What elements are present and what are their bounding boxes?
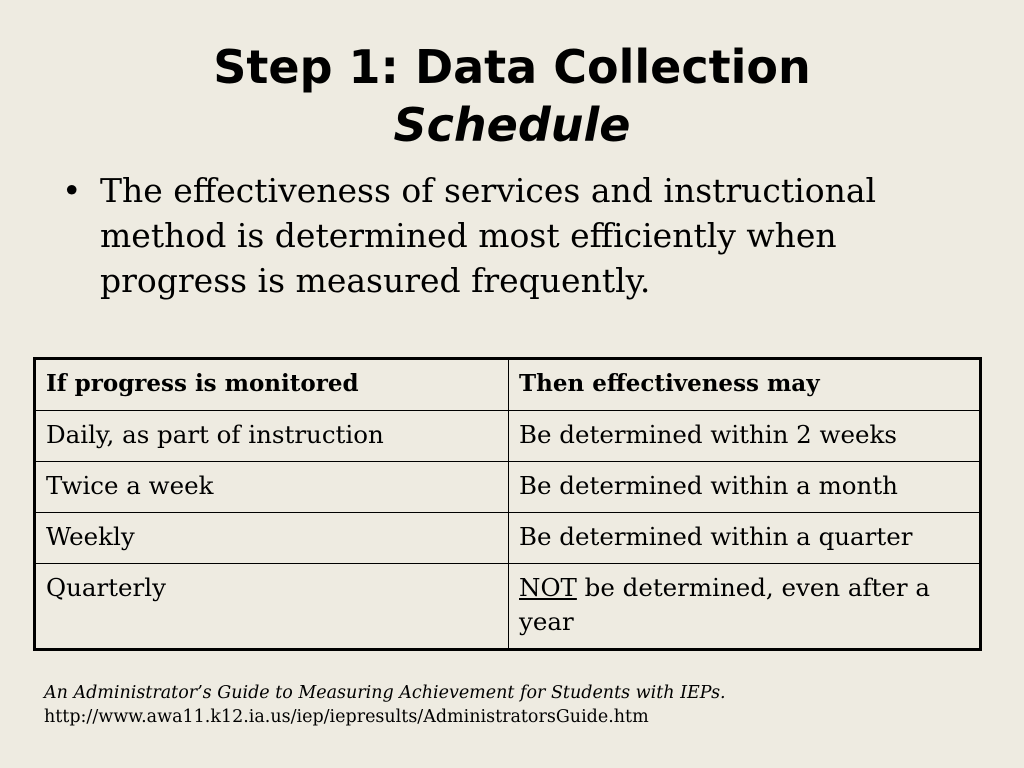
table-cell: Be determined within a month: [509, 462, 981, 513]
table-row: [35, 411, 981, 462]
table-row: [35, 564, 981, 650]
emphasis-not: NOT: [519, 573, 577, 602]
table-cell: Weekly: [35, 513, 509, 564]
source-citation: An Administrator’s Guide to Measuring Achievement for Students with IEPs.: [44, 683, 726, 703]
source-url: http://www.awa11.k12.ia.us/iep/iepresults/AdministratorsGuide.htm: [44, 707, 649, 727]
table-cell: [509, 564, 981, 650]
table-cell: Twice a week: [35, 462, 509, 513]
cell-text: be determined, even after a year: [519, 573, 931, 636]
bullet-point: [62, 168, 962, 303]
table-cell: Quarterly: [35, 564, 509, 650]
table-row: [35, 462, 981, 513]
title-line-1: Step 1: Data Collection: [213, 40, 811, 94]
bullet-icon: •: [62, 171, 82, 210]
title-line-2: Schedule: [393, 98, 631, 152]
table-header-cell: If progress is monitored: [35, 359, 509, 411]
monitoring-schedule-table: [33, 357, 982, 651]
table-cell: Be determined within 2 weeks: [509, 411, 981, 462]
table-cell: Be determined within a quarter: [509, 513, 981, 564]
table-cell: Daily, as part of instruction: [35, 411, 509, 462]
table-row: [35, 513, 981, 564]
source-reference: [44, 681, 1004, 729]
slide-title: [0, 38, 1024, 154]
table-header-row: [35, 359, 981, 411]
table-header-cell: Then effectiveness may: [509, 359, 981, 411]
bullet-text: The effectiveness of services and instructional method is determined most efficiently when progress is measured frequently.: [100, 171, 877, 300]
